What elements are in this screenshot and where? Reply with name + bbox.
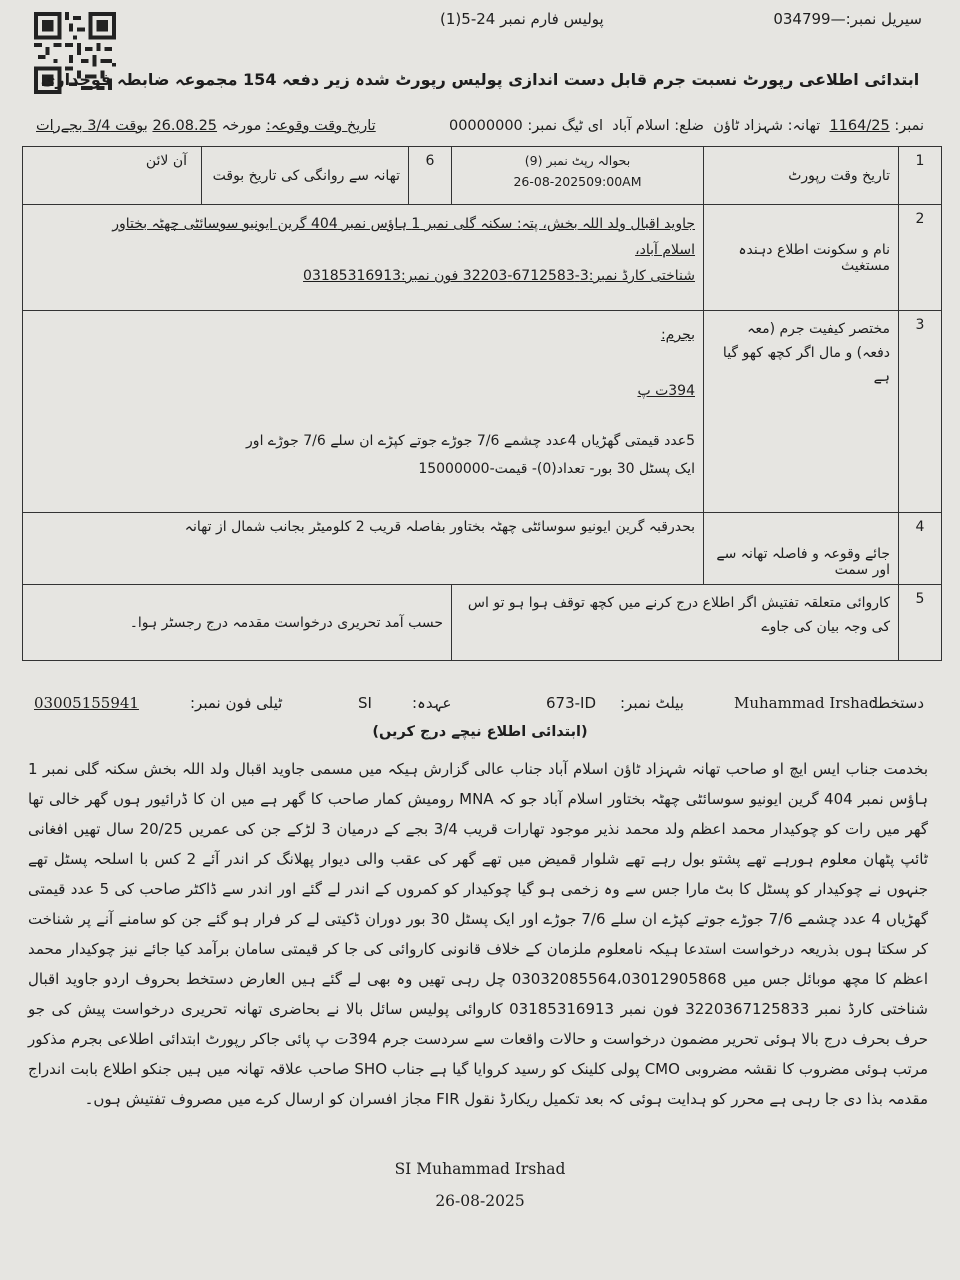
occur-date: 26.08.25: [152, 118, 218, 134]
row-number: 1: [899, 147, 942, 205]
form-value: 24-5(1): [440, 10, 496, 28]
occur-time: بوقت 3/4 بجےرات: [36, 118, 148, 134]
crime-label: بجرم:: [660, 327, 695, 343]
sign-label: دستخط:: [871, 694, 924, 712]
report-ref-cell: [452, 147, 704, 205]
form-number: [440, 10, 604, 28]
fir-number: 1164/25: [829, 118, 890, 134]
complainant-line-1: جاوید اقبال ولد اللہ بخش، پتہ: سکنہ گلی نمبر 1 ہاؤس نمبر 404 گرین ایونیو سوسائٹی چھٹہ بختاور: [112, 216, 695, 232]
district-label: ضلع:: [674, 118, 704, 134]
footer-officer: SI Muhammad Irshad: [394, 1160, 566, 1178]
narrative-heading: (ابتدائی اطلاع نیچے درج کریں): [372, 724, 588, 740]
row-label: کاروائی متعلقہ تفتیش اگر اطلاع درج کرنے میں کچھ توقف ہوا ہو تو اس کی وجہ بیان کی جاوے: [452, 585, 899, 661]
report-datetime: 26-08-202509:00AM: [513, 174, 642, 189]
serial-value: 034799: [773, 10, 831, 28]
crime-cell: [23, 311, 704, 513]
row-label: مختصر کیفیت جرم (معہ دفعہ) و مال اگر کچھ کھو گیا ہے: [704, 311, 899, 513]
eteg-label: ای ٹیگ نمبر:: [527, 118, 604, 134]
row-number: 2: [899, 205, 942, 311]
complainant-line-3: شناختی کارڈ نمبر:3-6712583-32203 فون نمبر:03185316913: [303, 268, 695, 284]
proceedings-value: حسب آمد تحریری درخواست مقدمہ درج رجسٹر ہوا۔: [23, 585, 452, 661]
complainant-cell: [23, 205, 704, 311]
narrative-body: بخدمت جناب ایس ایچ او صاحب تھانہ شہزاد ٹاؤن اسلام آباد جناب عالی گزارش ہیکہ میں مسمی جاوید اقبال ولد اللہ بخش سکنہ گلی نمبر 1 ہاؤس نمبر 404 گرین ایونیو سوسائٹی چھٹہ بختاور اسلام آباد جو کہ MNA رومیش کمار صاحب کا گھر ہے میں ان کا ڈرائیور ہوں گھر خالی تھا گھر میں رات کو چوکیدار محمد اعظم ولد محمد نذیر موجود تھارات قریب 3/4 بجے کے درمیان 3 لڑکے جن کی عمریں 20/25 سال تھیں افغانی ٹائپ پٹھان معلوم ہورہے تھے پشتو بول رہے تھے شلوار قمیض میں تھے گھر کی عقب والی دیوار پھلانگ کر اندر آئے 2 کس با اسلحہ پسٹل تھے جنہوں نے چوکیدار کو پسٹل کا بٹ مارا جس سے وہ زخمی ہو گیا چوکیدار کو کمروں کے اندر لے گئے اور اندر سے ڈاکٹر صاحب کی 5 عدد قیمتی گھڑیاں 4 عدد چشمے 7/6 جوڑے جوتے کپڑے ان سلے 7/6 جوڑے اور ایک پسٹل 30 بور دوران ڈکیتی لے کر فرار ہو گئے جن کو سامنے آنے پر شناخت کر سکتا ہوں بذریعہ درخواست استدعا ہیکہ نامعلوم ملزمان کے خلاف قانونی کاروائی کی جا کر قیمتی سامان برآمد کیا جائے نیز چوکیدار محمد اعظم کا مچھ موبائل جس میں 03032085564،03012905868 چل رہی تھیں وہ بھی لے گئے ہیں العارض دستخط بحروف اردو جاوید اقبال شناختی کارڈ نمبر 3220367125833 فون نمبر 03185316913 کاروائی پولیس سائل بالا نے بحاضری تھانہ تحریری درخواست پیش کی جو حرف بحرف درج بالا ہوئی تحریر مضمون درخواست و حالات واقعات سے سردست جرم 394ت پ پائی جاکر رپورٹ ابتدائی اطلاعی بجرم مذکور مرتب ہوئی مضروب کا نقشہ مضروبی CMO پولی کلینک کو رسید کروایا گیا ہے جناب SHO صاحب علاقہ تھانہ میں ہیں جنکو اطلاع بابت اندراج مقدمہ بذا دی جا رہی ہے محرر کو ہدایت ہوئی کہ بعد تکمیل ریکارڈ نقول FIR مجاز افسران کو ارسال کرے میں مصروف تفتیش ہوں۔: [28, 760, 929, 1108]
location-value: بحدرقبہ گرین ایونیو سوسائٹی چھٹہ بختاور بفاصلہ قریب 2 کلومیٹر بجانب شمال از تھانہ: [23, 513, 704, 585]
row-number: 3: [899, 311, 942, 513]
row-number-6: 6: [409, 147, 452, 205]
table-row-complainant: [23, 205, 942, 311]
stolen-property: 5عدد قیمتی گھڑیاں 4عدد چشمے 7/6 جوڑے جوتے کپڑے ان سلے 7/6 جوڑے اور ایک پسٹل 30 بور- تعداد(0)- قیمت-15000000: [246, 433, 695, 477]
serial-number: [773, 10, 922, 28]
district-value: اسلام آباد: [612, 118, 670, 134]
departure-value: آن لائن: [23, 147, 202, 205]
occur-dated-label: مورخہ: [221, 118, 262, 134]
crime-section: 394ت پ: [637, 383, 695, 399]
table-row-location: [23, 513, 942, 585]
rank-value: SI: [358, 694, 372, 712]
row-label: تاریخ وقت رپورٹ: [704, 147, 899, 205]
row-label: جائے وقوعہ و فاصلہ تھانہ سے اور سمت: [704, 513, 899, 585]
table-row-report-time: [23, 147, 942, 205]
phone-label: ٹیلی فون نمبر:: [190, 694, 283, 712]
fir-meta: [449, 118, 924, 134]
form-label: پولیس فارم نمبر: [500, 10, 604, 28]
fir-details-table: [22, 146, 942, 661]
table-row-proceedings: [23, 585, 942, 661]
occur-label: تاریخ وقت وقوعہ:: [265, 118, 376, 134]
fir-label: نمبر:: [894, 118, 924, 134]
row-number: 4: [899, 513, 942, 585]
table-row-crime: [23, 311, 942, 513]
rank-label: عہدہ:: [412, 694, 452, 712]
report-ref: بحوالہ رپٹ نمبر (9): [524, 153, 631, 168]
row-number: 5: [899, 585, 942, 661]
eteg-value: 00000000: [448, 118, 523, 134]
serial-label: سیریل نمبر:—: [830, 10, 922, 28]
complainant-line-2: اسلام آباد،: [635, 242, 695, 258]
departure-label: تھانہ سے روانگی کی تاریخ بوقت: [202, 147, 409, 205]
belt-label: بیلٹ نمبر:: [620, 694, 684, 712]
footer-date: 26-08-2025: [435, 1192, 525, 1210]
belt-number: 673-ID: [546, 694, 597, 712]
thana-value: شہزاد ٹاؤن: [713, 118, 784, 134]
occurrence-meta: [36, 118, 376, 134]
thana-label: تھانہ:: [787, 118, 821, 134]
officer-name: Muhammad Irshad: [734, 694, 879, 712]
phone-number: 03005155941: [34, 694, 139, 712]
document-title: ابتدائی اطلاعی رپورٹ نسبت جرم قابل دست اندازی پولیس رپورٹ شدہ زیر دفعہ 154 مجموعہ ضابطہ فوجداری: [40, 70, 920, 89]
row-label: نام و سکونت اطلاع دہندہ مستغیث: [704, 205, 899, 311]
